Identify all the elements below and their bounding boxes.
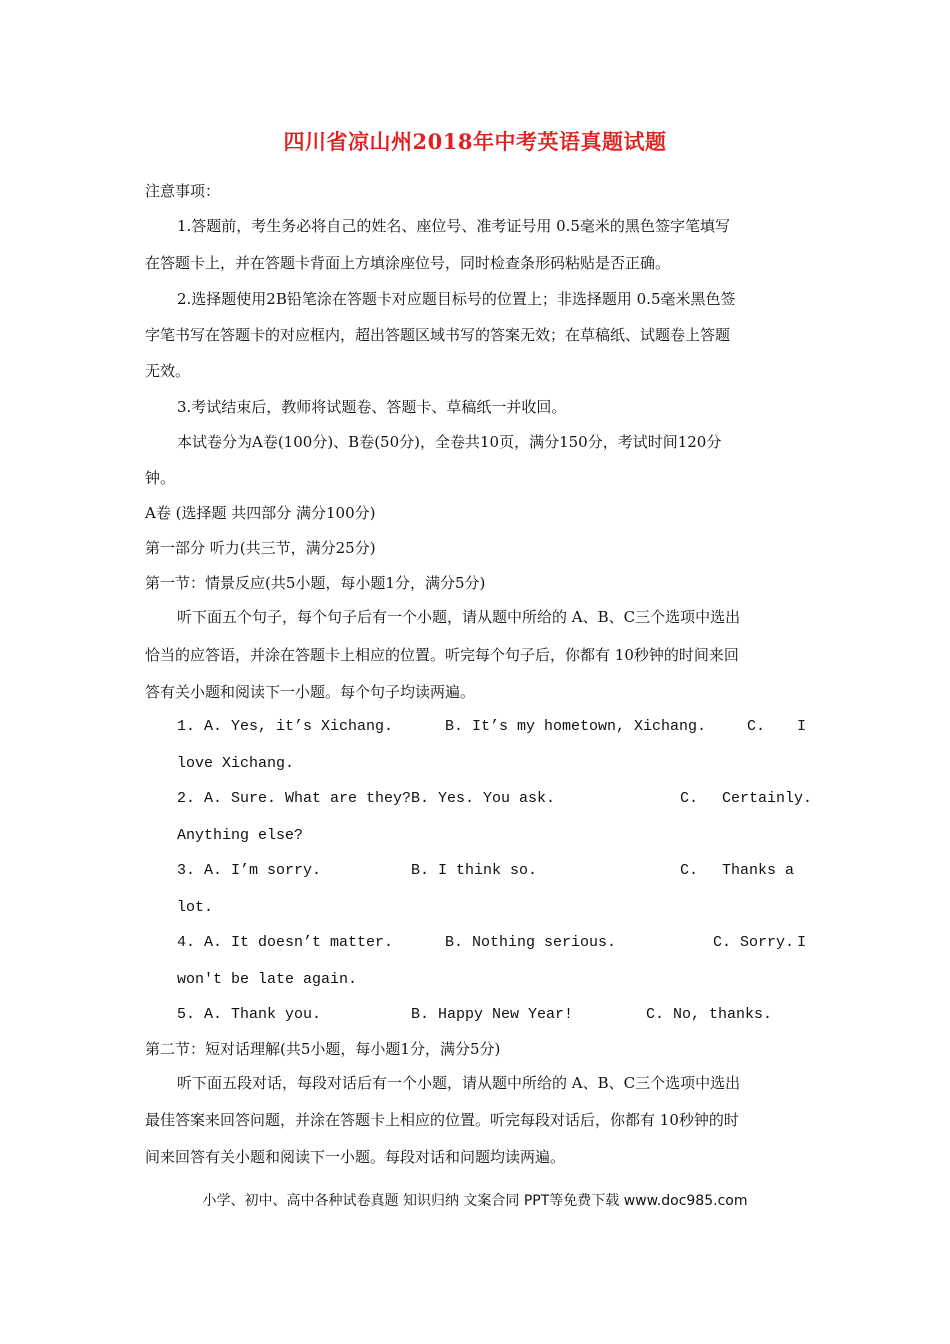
question-5-option-b: B. Happy New Year! — [411, 1006, 574, 1023]
page-footer: 小学、初中、高中各种试卷真题 知识归纳 文案合同 PPT等免费下载 www.doc985.com — [202, 1193, 748, 1209]
question-5-option-c: C. No, thanks. — [646, 1006, 773, 1023]
exam-info-line-1: 本试卷分为A卷(100分)、B卷(50分)，全卷共10页，满分150分，考试时间120分 — [177, 433, 722, 451]
question-3-option-c-text: Thanks a — [722, 862, 795, 879]
section-1-instructions-line-1: 听下面五个句子，每个句子后有一个小题，请从题中所给的 A、B、C三个选项中选出 — [177, 608, 741, 626]
question-4-option-c-label: C. Sorry. — [713, 934, 795, 951]
a-volume-heading: A卷 (选择题 共四部分 满分100分) — [145, 504, 376, 522]
question-3-option-a: 3. A. I’m sorry. — [177, 862, 322, 879]
exam-info-line-2: 钟。 — [145, 469, 176, 487]
section-2-instructions-line-3: 间来回答有关小题和阅读下一小题。每段对话和问题均读两遍。 — [145, 1148, 566, 1166]
section-1-instructions-line-2: 恰当的应答语，并涂在答题卡上相应的位置。听完每个句子后，你都有 10秒钟的时间来回 — [145, 646, 739, 664]
section-2-instructions-line-1: 听下面五段对话，每段对话后有一个小题，请从题中所给的 A、B、C三个选项中选出 — [177, 1074, 741, 1092]
question-4-option-c-text: I — [797, 934, 807, 951]
section-2-instructions-line-2: 最佳答案来回答问题，并涂在答题卡上相应的位置。听完每段对话后，你都有 10秒钟的时 — [145, 1111, 739, 1129]
section-2-heading: 第二节：短对话理解(共5小题，每小题1分，满分5分) — [145, 1040, 501, 1058]
question-2-option-b: B. Yes. You ask. — [411, 790, 556, 807]
question-3-continuation: lot. — [177, 899, 214, 916]
section-1-instructions-line-3: 答有关小题和阅读下一小题。每个句子均读两遍。 — [145, 683, 476, 701]
notice-item-2-line-1: 2.选择题使用2B铅笔涂在答题卡对应题目标号的位置上；非选择题用 0.5毫米黑色签 — [177, 290, 736, 308]
notice-item-2-line-2: 字笔书写在答题卡的对应框内，超出答题区域书写的答案无效；在草稿纸、试题卷上答题 — [145, 326, 731, 344]
question-1-option-b: B. It’s my hometown, Xichang. — [445, 718, 707, 735]
question-1-continuation: love Xichang. — [177, 755, 295, 772]
notice-item-3: 3.考试结束后，教师将试题卷、答题卡、草稿纸一并收回。 — [177, 398, 567, 416]
question-2-option-c-text: Certainly. — [722, 790, 813, 807]
page-title: 四川省凉山州2018年中考英语真题试题 — [283, 129, 667, 154]
part-1-heading: 第一部分 听力(共三节，满分25分) — [145, 539, 376, 557]
notice-item-1-line-1: 1.答题前，考生务必将自己的姓名、座位号、准考证号用 0.5毫米的黑色签字笔填写 — [177, 217, 730, 235]
question-3-option-c-label: C. — [680, 862, 699, 879]
question-2-option-a: 2. A. Sure. What are they? — [177, 790, 412, 807]
question-4-option-a: 4. A. It doesn’t matter. — [177, 934, 394, 951]
notice-item-2-line-3: 无效。 — [145, 362, 191, 380]
question-5-option-a: 5. A. Thank you. — [177, 1006, 322, 1023]
question-3-option-b: B. I think so. — [411, 862, 538, 879]
question-2-continuation: Anything else? — [177, 827, 304, 844]
notice-heading: 注意事项： — [145, 182, 221, 200]
question-1-option-c-text: I — [797, 718, 807, 735]
notice-item-1-line-2: 在答题卡上，并在答题卡背面上方填涂座位号，同时检查条形码粘贴是否正确。 — [145, 254, 671, 272]
question-4-option-b: B. Nothing serious. — [445, 934, 617, 951]
question-2-option-c-label: C. — [680, 790, 699, 807]
question-4-continuation: won't be late again. — [177, 971, 358, 988]
question-1-option-c-label: C. — [747, 718, 766, 735]
section-1-heading: 第一节：情景反应(共5小题，每小题1分，满分5分) — [145, 574, 486, 592]
question-1-option-a: 1. A. Yes, it’s Xichang. — [177, 718, 394, 735]
